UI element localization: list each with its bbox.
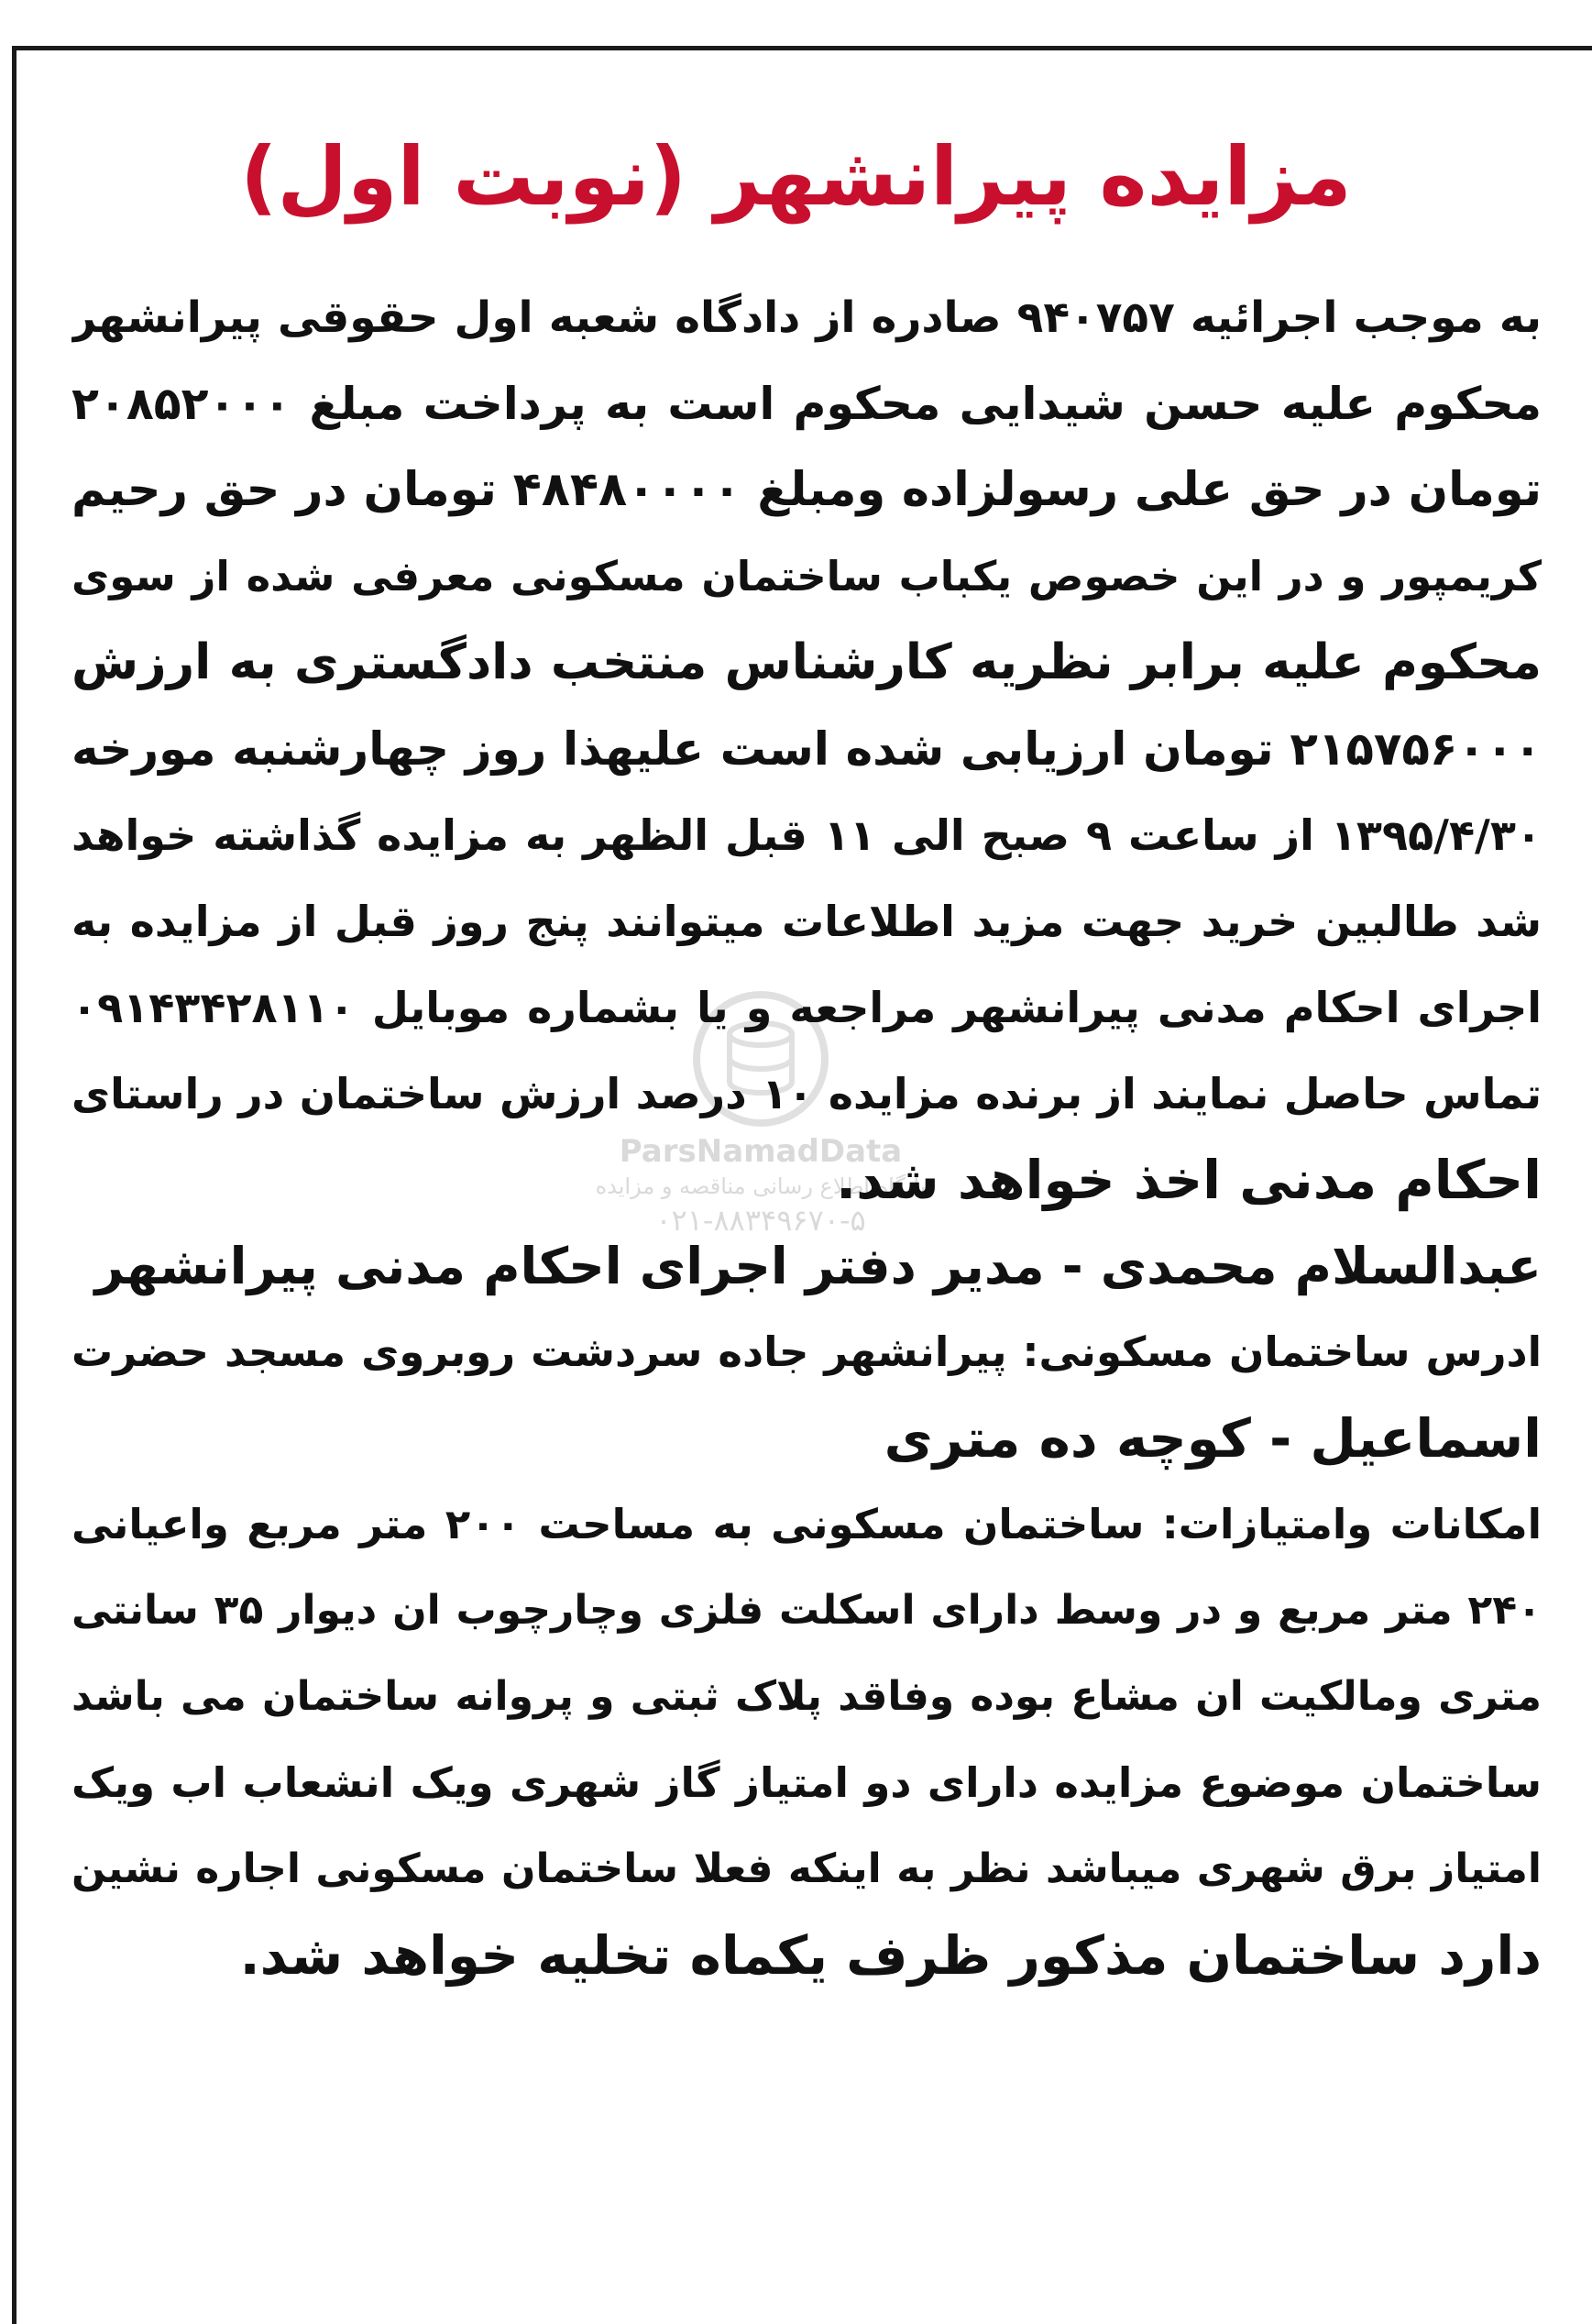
text-line: به موجب اجرائیه ۹۴۰۷۵۷ صادره از دادگاه شعبه اول حقوقی پیرانشهر [71, 292, 1542, 343]
paragraph-features [71, 1481, 1542, 1999]
signature-line: عبدالسلام محمدی - مدیر دفتر اجرای احکام مدنی پیرانشهر [94, 1237, 1542, 1295]
watermark-brand: ParsNamadData [619, 1133, 903, 1170]
address-line: اسماعیل - کوچه ده متری [884, 1407, 1542, 1470]
text-line: اجرای احکام مدنی پیرانشهر مراجعه و یا بشماره موبایل ۰۹۱۴۳۴۲۸۱۱۰ [71, 983, 1542, 1032]
page-title: مزایده پیرانشهر (نوبت اول) [240, 129, 1352, 224]
paragraph-address [71, 1309, 1542, 1481]
paragraph-main [71, 275, 1542, 1223]
text-line: احکام مدنی اخذ خواهد شد. [836, 1149, 1542, 1211]
text-line: تماس حاصل نمایند از برنده مزایده ۱۰ درصد ارزش ساختمان در راستای [71, 1069, 1542, 1118]
notice-body [71, 275, 1542, 1999]
paragraph-signature [71, 1223, 1542, 1309]
text-line: محکوم علیه برابر نظریه کارشناس منتخب دادگستری به ارزش [71, 634, 1542, 690]
text-line: ۲۴۰ متر مربع و در وسط دارای اسکلت فلزی وچارچوب ان دیوار ۳۵ سانتی [71, 1587, 1542, 1634]
text-line: دارد ساختمان مذکور ظرف یکماه تخلیه خواهد شد. [239, 1924, 1542, 1987]
text-line: شد طالبین خرید جهت مزید اطلاعات میتوانند پنج روز قبل از مزایده به [71, 897, 1542, 946]
watermark-phone: ۰۲۱-۸۸۳۴۹۶۷۰-۵ [655, 1203, 866, 1238]
text-line: کریمپور و در این خصوص یکباب ساختمان مسکونی معرفی شده از سوی [71, 552, 1542, 600]
text-line: امتیاز برق شهری میباشد نظر به اینکه فعلا ساختمان مسکونی اجاره نشین [71, 1845, 1542, 1892]
text-line: تومان در حق علی رسولزاده ومبلغ ۴۸۴۸۰۰۰۰ تومان در حق رحیم [71, 463, 1542, 517]
text-line: امکانات وامتیازات: ساختمان مسکونی به مساحت ۲۰۰ متر مربع واعیانی [71, 1500, 1542, 1548]
text-line: ۲۱۵۷۵۶۰۰۰ تومان ارزیابی شده است علیهذا روز چهارشنبه مورخه [71, 722, 1542, 776]
text-line: متری ومالکیت ان مشاع بوده وفاقد پلاک ثبتی و پروانه ساختمان می باشد [71, 1673, 1542, 1720]
watermark-subtitle: پایگاه اطلاع رسانی مناقصه و مزایده [595, 1173, 927, 1199]
text-line: محکوم علیه حسن شیدایی محکوم است به پرداخت مبلغ ۲۰۸۵۲۰۰۰ [71, 378, 1542, 430]
text-line: ۱۳۹۵/۴/۳۰ از ساعت ۹ صبح الی ۱۱ قبل الظهر به مزایده گذاشته خواهد [71, 810, 1542, 860]
text-line: ساختمان موضوع مزایده دارای دو امتیاز گاز شهری ویک انشعاب اب ویک [71, 1758, 1542, 1807]
address-line: ادرس ساختمان مسکونی: پیرانشهر جاده سردشت روبروی مسجد حضرت [71, 1327, 1542, 1376]
